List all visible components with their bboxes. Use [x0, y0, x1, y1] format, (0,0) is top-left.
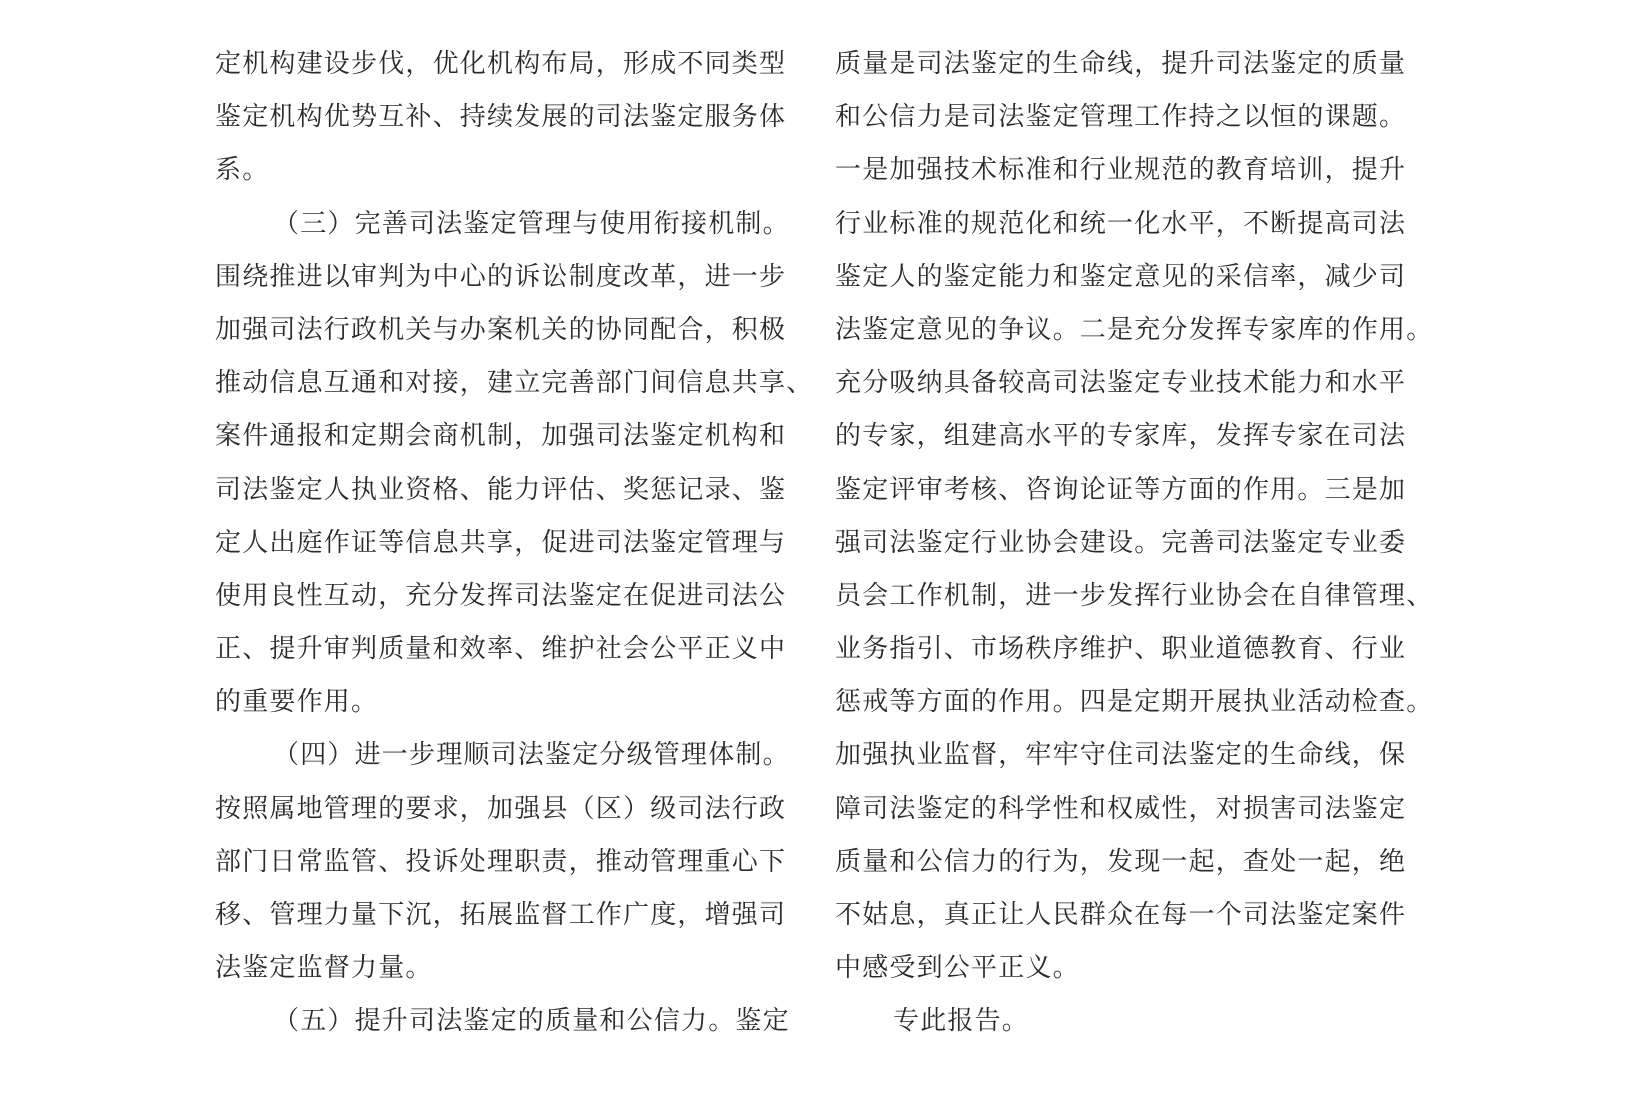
- text-line: 定人出庭作证等信息共享，促进司法鉴定管理与: [215, 527, 787, 558]
- text-line: 部门日常监管、投诉处理职责，推动管理重心下: [215, 846, 787, 877]
- text-line: 一是加强技术标准和行业规范的教育培训，提升: [835, 155, 1407, 186]
- text-line: 案件通报和定期会商机制，加强司法鉴定机构和: [215, 421, 787, 452]
- text-line: 质量是司法鉴定的生命线，提升司法鉴定的质量: [835, 49, 1407, 79]
- text-line: 员会工作机制，进一步发挥行业协会在自律管理、: [835, 580, 1434, 611]
- text-line: 围绕推进以审判为中心的诉讼制度改革，进一步: [215, 261, 787, 292]
- text-line: 鉴定机构优势互补、持续发展的司法鉴定服务体: [215, 102, 787, 133]
- text-line: 强司法鉴定行业协会建设。完善司法鉴定专业委: [835, 527, 1407, 558]
- text-line: 加强司法行政机关与办案机关的协同配合，积极: [215, 314, 787, 345]
- text-line: 专此报告。: [893, 1006, 1030, 1037]
- left-text-column: [215, 38, 814, 1049]
- text-line: 充分吸纳具备较高司法鉴定专业技术能力和水平: [835, 368, 1407, 399]
- text-line: 司法鉴定人执业资格、能力评估、奖惩记录、鉴: [215, 474, 787, 505]
- text-line: 按照属地管理的要求，加强县（区）级司法行政: [215, 793, 787, 824]
- text-line: 移、管理力量下沉，拓展监督工作广度，增强司: [215, 900, 787, 930]
- text-line: 业务指引、市场秩序维护、职业道德教育、行业: [835, 634, 1407, 665]
- text-line: 推动信息互通和对接，建立完善部门间信息共享、: [215, 368, 814, 399]
- text-line: 加强执业监督，牢牢守住司法鉴定的生命线，保: [835, 740, 1407, 771]
- text-line: （三）完善司法鉴定管理与使用衔接机制。: [273, 208, 790, 239]
- text-line: （五）提升司法鉴定的质量和公信力。鉴定: [273, 1006, 790, 1037]
- text-line: 定机构建设步伐，优化机构布局，形成不同类型: [215, 49, 787, 79]
- text-line: 行业标准的规范化和统一化水平，不断提高司法: [835, 208, 1407, 239]
- text-line: 法鉴定监督力量。: [215, 953, 433, 984]
- text-line: 不姑息，真正让人民群众在每一个司法鉴定案件: [835, 900, 1407, 930]
- text-line: 和公信力是司法鉴定管理工作持之以恒的课题。: [835, 102, 1407, 133]
- text-line: 的重要作用。: [215, 687, 379, 718]
- text-line: 的专家，组建高水平的专家库，发挥专家在司法: [835, 421, 1407, 452]
- text-line: 中感受到公平正义。: [835, 953, 1080, 984]
- text-line: 鉴定评审考核、咨询论证等方面的作用。三是加: [835, 474, 1407, 505]
- text-line: 惩戒等方面的作用。四是定期开展执业活动检查。: [835, 687, 1434, 718]
- text-line: 障司法鉴定的科学性和权威性，对损害司法鉴定: [835, 793, 1407, 824]
- text-line: 正、提升审判质量和效率、维护社会公平正义中: [215, 634, 787, 665]
- text-line: 鉴定人的鉴定能力和鉴定意见的采信率，减少司: [835, 261, 1407, 292]
- text-line: 质量和公信力的行为，发现一起，查处一起，绝: [835, 846, 1407, 877]
- text-line: 使用良性互动，充分发挥司法鉴定在促进司法公: [215, 580, 787, 611]
- text-line: （四）进一步理顺司法鉴定分级管理体制。: [273, 740, 790, 771]
- text-line: 法鉴定意见的争议。二是充分发挥专家库的作用。: [835, 314, 1434, 345]
- right-text-column: [835, 38, 1434, 1049]
- text-line: 系。: [215, 155, 270, 186]
